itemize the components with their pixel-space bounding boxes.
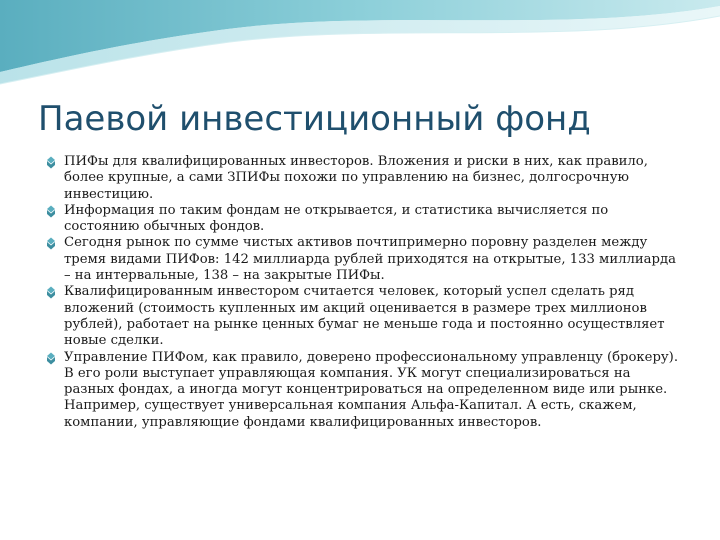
diamond-bullet-icon: [44, 156, 58, 169]
diamond-bullet-icon: [44, 352, 58, 365]
slide-title: Паевой инвестиционный фонд: [38, 99, 591, 139]
bullet-item: [44, 235, 684, 284]
bullet-item: [44, 284, 684, 349]
bullet-item: [44, 203, 684, 236]
bullet-list: [44, 154, 684, 431]
bullet-text: Квалифицированным инвестором считается человек, который успел сделать ряд вложений (стоимость купленных им акций оценивается в размере трех миллионов рублей), работает на рынке ценных бумаг не меньше года и постоянно осуществляет новые сделки.: [64, 284, 665, 349]
bullet-text: Сегодня рынок по сумме чистых активов почтипримерно поровну разделен между тремя видами ПИФов: 142 миллиарда рублей приходятся на открытые, 133 миллиарда – на интервальные, 138 – на закрытые ПИФы.: [64, 235, 676, 284]
diamond-bullet-icon: [44, 205, 58, 218]
bullet-item: [44, 350, 684, 431]
bullet-text: Информация по таким фондам не открывается, и статистика вычисляется по состоянию обычных фондов.: [64, 202, 609, 235]
diamond-bullet-icon: [44, 286, 58, 299]
bullet-item: [44, 154, 684, 203]
diamond-bullet-icon: [44, 237, 58, 250]
bullet-text: ПИФы для квалифицированных инвесторов. Вложения и риски в них, как правило, более крупные, а сами ЗПИФы похожи по управлению на бизнес, долгосрочную инвестицию.: [64, 154, 648, 202]
header-wave-decoration: [0, 0, 720, 90]
bullet-text: Управление ПИФом, как правило, доверено профессиональному управленцу (брокеру). В его роли выступает управляющая компания. УК могут специализироваться на разных фондах, а иногда могут концентрироваться на определенном виде или рынке. Например, существует универсальная компания Альфа-Капитал. А есть, скажем, компании, управляющие фондами квалифицированных инвесторов.: [64, 349, 679, 430]
